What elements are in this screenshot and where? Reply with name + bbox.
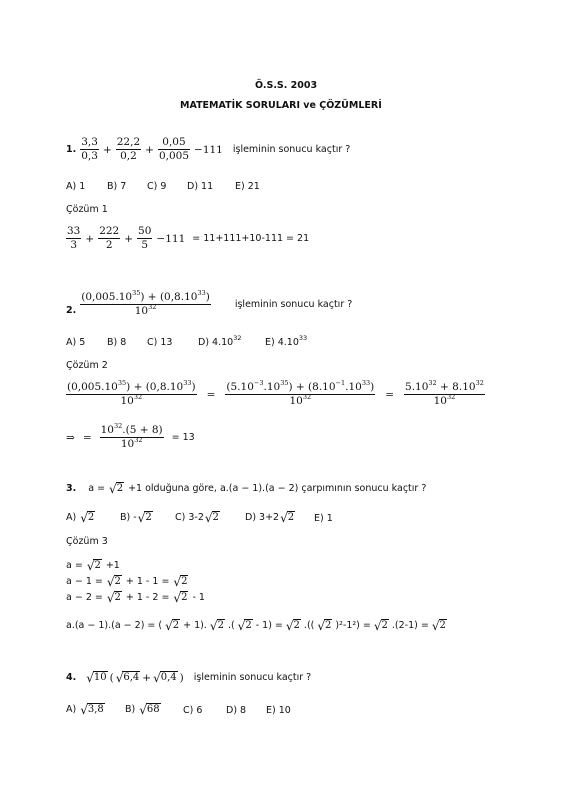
q3-choice-e: E) 1	[314, 513, 333, 524]
q1-solution-result: = 11+111+10-111 = 21	[192, 233, 310, 244]
q2-statement	[66, 291, 352, 318]
q1-text: işleminin sonucu kaçtır ?	[232, 144, 351, 155]
q4-choice-c: C) 6	[183, 705, 203, 716]
q3-solution-line-2: a − 1 = √ 2 + 1 - 1 = √ 2	[66, 575, 188, 589]
q3-choice-a: A) √ 2	[66, 511, 95, 525]
q4-text: işleminin sonucu kaçtır ?	[193, 672, 312, 683]
document-subtitle: MATEMATİK SORULARI ve ÇÖZÜMLERİ	[180, 100, 382, 111]
q2-choice-a: A) 5	[66, 337, 86, 348]
q1-fraction-3: $\frac{0,05}{0,005}$	[158, 136, 190, 162]
q2-fraction: $\frac{(0,005.10^{35}) + (0,8.10^{33})}{10^{32}}$	[81, 289, 210, 317]
q3-statement: 3. a = √ 2 +1 olduğuna göre, a.(a − 1).(a − 2) çarpımının sonucu kaçtır ?	[66, 482, 427, 496]
q2-choice-e: E) 4.10$^{33}$	[265, 334, 308, 348]
q3-choice-c: C) 3-2 √ 2	[175, 511, 219, 525]
q1-choice-a: A) 1	[66, 181, 86, 192]
q1-solution-label: Çözüm 1	[66, 204, 108, 215]
q4-choice-d: D) 8	[226, 705, 247, 716]
q1-number: 1.	[66, 144, 77, 155]
q1-fraction-2: $\frac{22,2}{0,2}$	[116, 136, 141, 162]
q2-choice-b: B) 8	[107, 337, 127, 348]
q4-number: 4.	[66, 672, 77, 683]
q2-choice-d: D) 4.10$^{32}$	[198, 334, 242, 348]
q1-choice-e: E) 21	[235, 181, 260, 192]
q2-solution-line-2: ⇒ = $\frac{10^{32}.(5 + 8)}{10^{32}}$ = 13	[66, 422, 195, 450]
q3-solution-line-1: a = √ 2 +1	[66, 559, 120, 573]
sqrt-icon: √ 2	[109, 482, 124, 496]
q2-solution-label: Çözüm 2	[66, 360, 108, 371]
q1-fraction-1: $\frac{3,3}{0,3}$	[81, 136, 98, 162]
q3-choice-d: D) 3+2 √ 2	[245, 511, 295, 525]
q4-statement: 4. √ 10 ( √ 6,4 + √ 0,4 ) işleminin sonucu kaçtır ?	[66, 671, 312, 685]
q4-choice-b: B) √ 68	[125, 703, 160, 717]
q2-text: işleminin sonucu kaçtır ?	[234, 299, 353, 310]
implies-arrow-icon: ⇒	[66, 431, 75, 444]
document-title: Ö.S.S. 2003	[255, 80, 318, 91]
q1-choice-d: D) 11	[187, 181, 214, 192]
q1-choice-b: B) 7	[107, 181, 127, 192]
q1-tail: −111	[194, 143, 223, 156]
q1-solution: $\frac{33}{3}$ + $\frac{222}{2}$ + $\frac{50}{5}$ −111 = 11+111+10-111 = 21	[67, 225, 310, 251]
q3-solution-line-3: a − 2 = √ 2 + 1 - 2 = √ 2 - 1	[66, 591, 205, 605]
q4-choice-e: E) 10	[266, 705, 291, 716]
q3-solution-line-4: a.(a − 1).(a − 2) = ( √ 2 + 1). √ 2 .( √ 2 - 1) = √ 2 .(( √ 2 )²-1²) = √ 2 .(2-1) = √ 2	[66, 619, 446, 633]
q1-choice-c: C) 9	[147, 181, 167, 192]
q3-solution-label: Çözüm 3	[66, 536, 108, 547]
q3-number: 3.	[66, 483, 77, 494]
q1-statement: 1. $\frac{3,3}{0,3}$ + $\frac{22,2}{0,2}$ + $\frac{0,05}{0,005}$ −111 işleminin sonucu kaçtır ?	[66, 136, 351, 162]
q2-solution-line-1: $\frac{(0,005.10^{35}) + (0,8.10^{33})}{10^{32}}$ = $\frac{(5.10^{-3}.10^{35}) + (8.10^{-1}.10^{33})}{10^{32}}$ = $\frac{5.10^{32} + 8.10^{32}}{10^{32}}$	[67, 379, 484, 407]
q2-choice-c: C) 13	[147, 337, 173, 348]
q4-choice-a: A) √ 3,8	[66, 703, 104, 717]
q3-choice-b: B) - √ 2	[120, 511, 152, 525]
q2-number: 2.	[66, 305, 77, 316]
q2-solution-result: = 13	[171, 432, 195, 443]
